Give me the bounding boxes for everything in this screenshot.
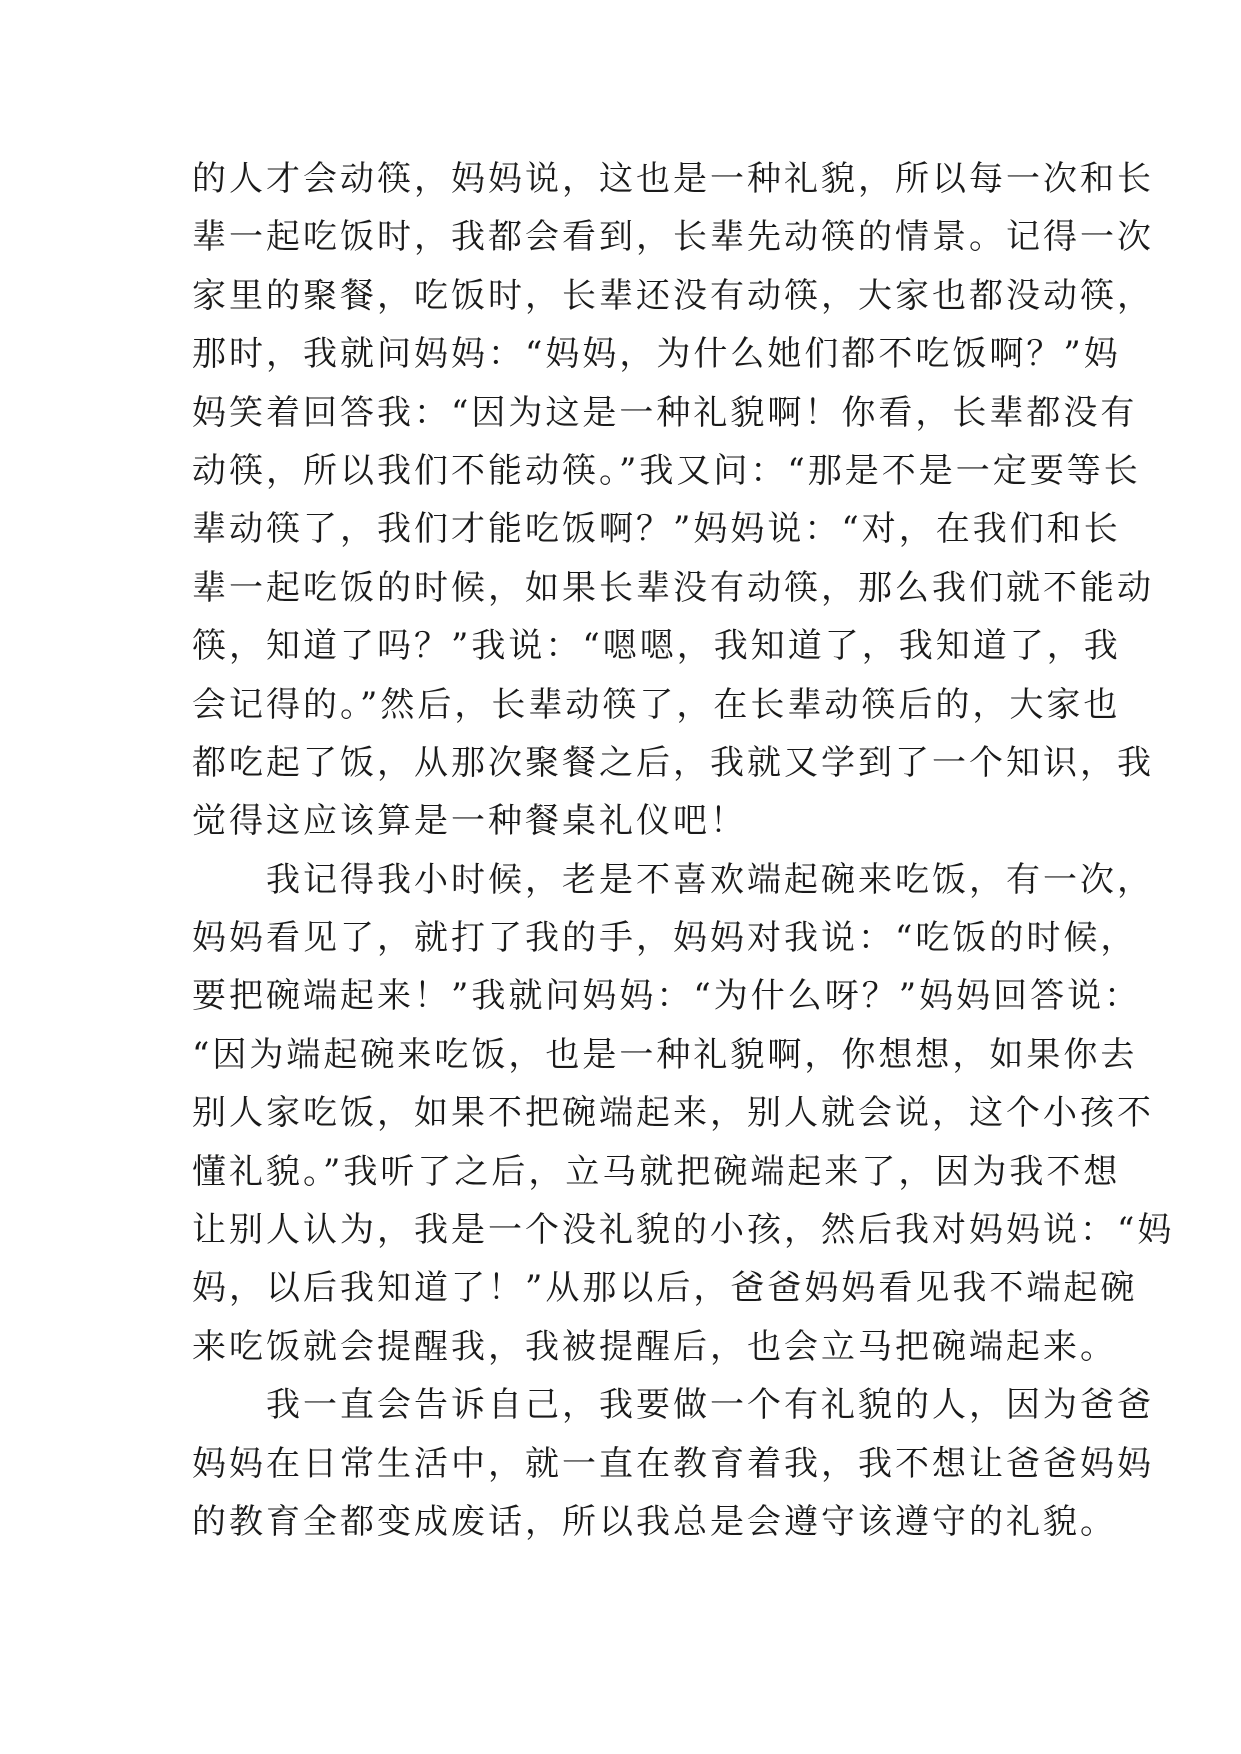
text-line: 觉得这应该算是一种餐桌礼仪吧！ <box>192 801 747 842</box>
text-line: 那时，我就问妈妈：“妈妈，为什么她们都不吃饭啊？”妈 <box>192 334 1121 375</box>
text-line: 妈妈看见了，就打了我的手，妈妈对我说：“吃饭的时候， <box>192 918 1138 959</box>
text-line: 我记得我小时候，老是不喜欢端起碗来吃饭，有一次， <box>192 859 1154 900</box>
text-line: 别人家吃饭，如果不把碗端起来，别人就会说，这个小孩不 <box>192 1093 1154 1134</box>
text-line: 家里的聚餐，吃饭时，长辈还没有动筷，大家也都没动筷， <box>192 275 1154 316</box>
text-line: 辈一起吃饭时，我都会看到，长辈先动筷的情景。记得一次 <box>192 217 1154 258</box>
text-line: 妈，以后我知道了！”从那以后，爸爸妈妈看见我不端起碗 <box>192 1268 1138 1309</box>
text-line: 筷，知道了吗？”我说：“嗯嗯，我知道了，我知道了，我 <box>192 626 1121 667</box>
text-line: 妈笑着回答我：“因为这是一种礼貌啊！你看，长辈都没有 <box>192 392 1138 433</box>
text-line: 来吃饭就会提醒我，我被提醒后，也会立马把碗端起来。 <box>192 1326 1117 1367</box>
text-line: 的人才会动筷，妈妈说，这也是一种礼貌，所以每一次和长 <box>192 159 1154 199</box>
text-line: 辈动筷了，我们才能吃饭啊？”妈妈说：“对，在我们和长 <box>192 509 1121 550</box>
text-line: 妈妈在日常生活中，就一直在教育着我，我不想让爸爸妈妈 <box>192 1443 1154 1484</box>
text-line: 的教育全都变成废话，所以我总是会遵守该遵守的礼貌。 <box>192 1501 1117 1542</box>
text-line: 会记得的。”然后，长辈动筷了，在长辈动筷后的，大家也 <box>192 684 1121 725</box>
body-text <box>192 150 1175 1551</box>
text-line: 懂礼貌。”我听了之后，立马就把碗端起来了，因为我不想 <box>192 1151 1121 1192</box>
text-line: 我一直会告诉自己，我要做一个有礼貌的人，因为爸爸 <box>192 1385 1154 1426</box>
text-line: “因为端起碗来吃饭，也是一种礼貌啊，你想想，如果你去 <box>192 1034 1138 1075</box>
text-line: 都吃起了饭，从那次聚餐之后，我就又学到了一个知识，我 <box>192 742 1154 783</box>
text-line: 让别人认为，我是一个没礼貌的小孩，然后我对妈妈说：“妈 <box>192 1210 1175 1251</box>
text-line: 动筷，所以我们不能动筷。”我又问：“那是不是一定要等长 <box>192 450 1141 491</box>
text-line: 要把碗端起来！”我就问妈妈：“为什么呀？”妈妈回答说： <box>192 976 1142 1017</box>
text-line: 辈一起吃饭的时候，如果长辈没有动筷，那么我们就不能动 <box>192 567 1154 608</box>
